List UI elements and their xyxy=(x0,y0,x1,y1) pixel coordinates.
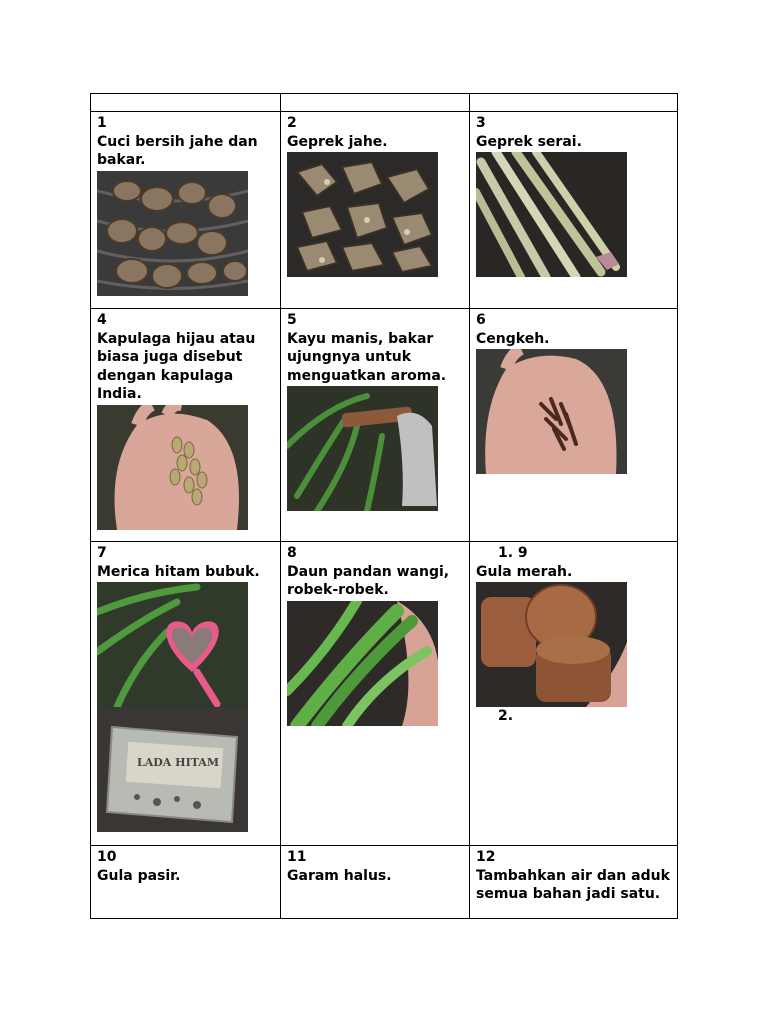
step-cell-5 xyxy=(281,309,470,542)
step-number: 2 xyxy=(287,115,297,131)
step-number: 8 xyxy=(287,545,297,561)
step-text: Garam halus. xyxy=(287,867,392,884)
step-text: Cengkeh. xyxy=(476,330,550,347)
step-text: Tambahkan air dan aduk semua bahan jadi satu. xyxy=(476,867,670,902)
recipe-steps-table xyxy=(90,93,678,919)
step-number: 3 xyxy=(476,115,486,131)
step-number: 1 xyxy=(97,115,107,131)
step-text: Daun pandan wangi, robek-robek. xyxy=(287,563,450,598)
table-row xyxy=(91,309,678,542)
lemongrass-photo xyxy=(476,152,627,277)
step-cell-2 xyxy=(281,112,470,309)
crushed-ginger-photo xyxy=(287,152,438,277)
step-number: 7 xyxy=(97,545,107,561)
header-cell xyxy=(470,94,678,112)
step-cell-1 xyxy=(91,112,281,309)
header-row xyxy=(91,94,678,112)
step-text: Geprek jahe. xyxy=(287,133,388,150)
black-pepper-photo xyxy=(97,582,248,707)
step-cell-9 xyxy=(470,542,678,846)
step-text: Geprek serai. xyxy=(476,133,582,150)
step-text: Kayu manis, bakar ujungnya untuk menguatkan aroma. xyxy=(287,330,447,384)
step-number: 12 xyxy=(476,849,496,865)
step-cell-4 xyxy=(91,309,281,542)
step-cell-6 xyxy=(470,309,678,542)
step-text: Gula pasir. xyxy=(97,867,181,884)
cinnamon-photo xyxy=(287,386,438,511)
clove-photo xyxy=(476,349,627,474)
package-label: LADA HITAM xyxy=(137,756,220,769)
ginger-photo xyxy=(97,171,248,296)
step-cell-7 xyxy=(91,542,281,846)
step-text: Cuci bersih jahe dan bakar. xyxy=(97,133,258,168)
step-text: Merica hitam bubuk. xyxy=(97,563,260,580)
step-number: 1. 9 xyxy=(498,545,528,561)
step-text: Kapulaga hijau atau biasa juga disebut dengan kapulaga India. xyxy=(97,330,256,402)
step-text: Gula merah. xyxy=(476,563,573,580)
step-number: 5 xyxy=(287,312,297,328)
pandan-photo xyxy=(287,601,438,726)
step-cell-3 xyxy=(470,112,678,309)
step-number: 4 xyxy=(97,312,107,328)
table-row xyxy=(91,542,678,846)
table-row xyxy=(91,846,678,919)
list-item-2: 2. xyxy=(498,708,514,724)
table-row xyxy=(91,112,678,309)
header-cell xyxy=(281,94,470,112)
step-cell-8 xyxy=(281,542,470,846)
step-cell-11 xyxy=(281,846,470,919)
cardamom-photo xyxy=(97,405,248,530)
palm-sugar-photo xyxy=(476,582,627,707)
header-cell xyxy=(91,94,281,112)
step-number: 11 xyxy=(287,849,307,865)
step-number: 6 xyxy=(476,312,486,328)
step-cell-12 xyxy=(470,846,678,919)
step-cell-10 xyxy=(91,846,281,919)
pepper-package-photo xyxy=(97,707,248,832)
step-number: 10 xyxy=(97,849,117,865)
